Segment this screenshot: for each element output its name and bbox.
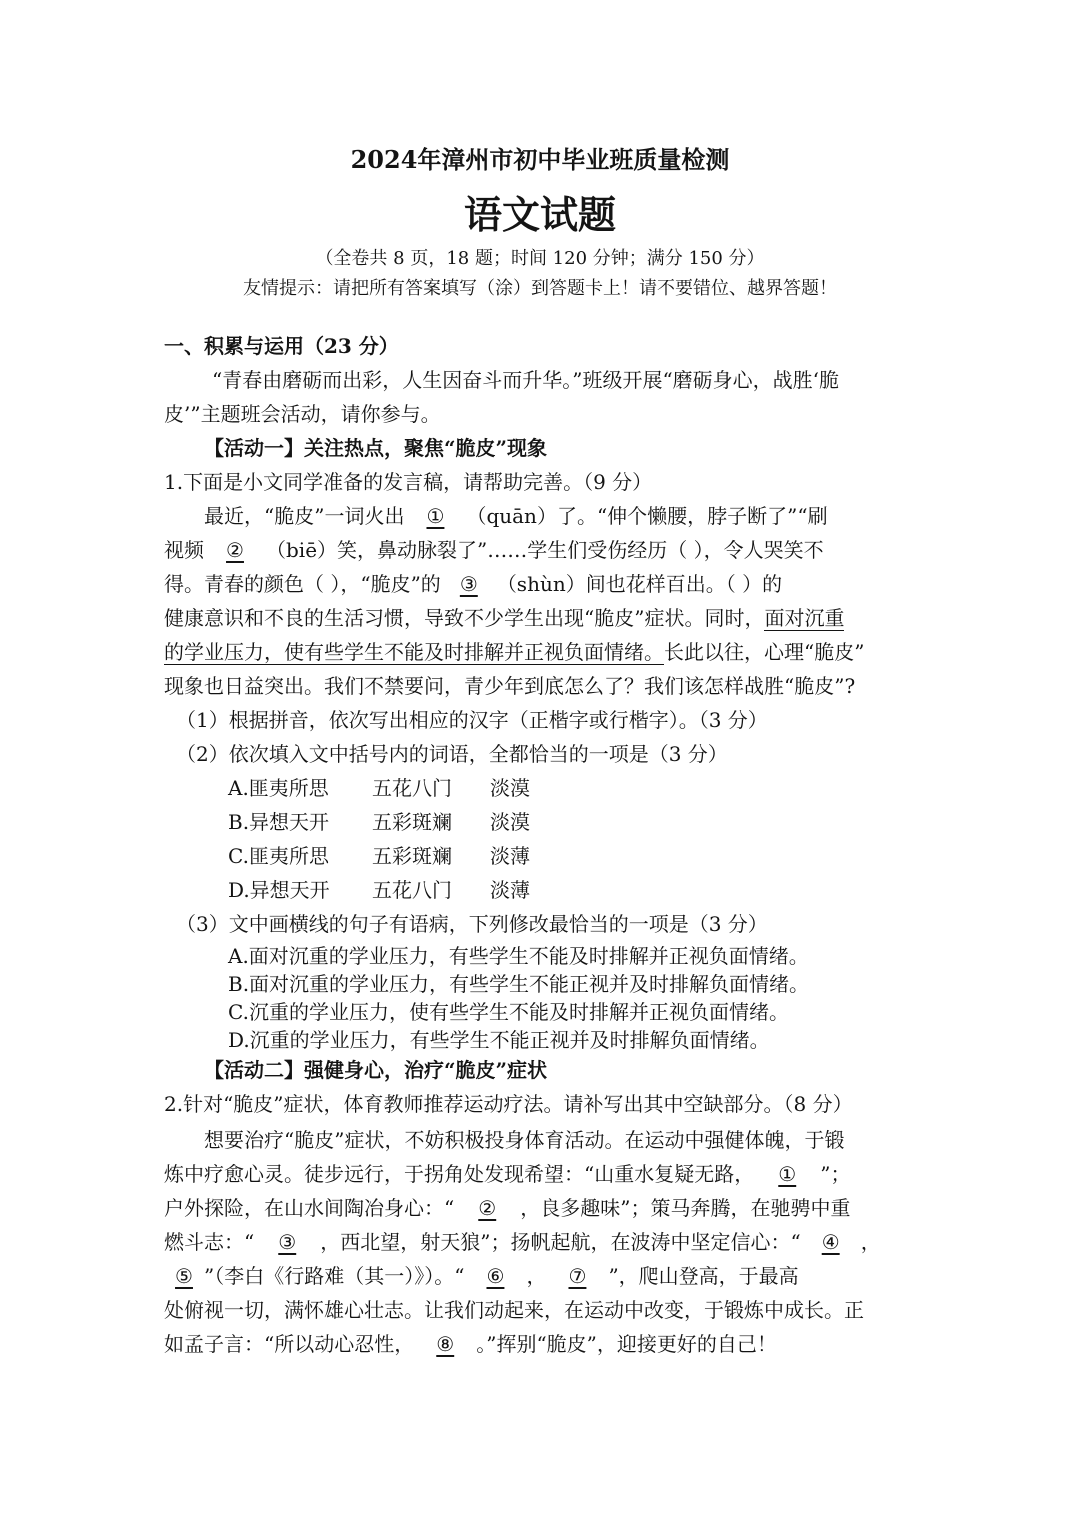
poem-blank-6: ⑥ bbox=[486, 1264, 505, 1288]
option-c-cell: C.匪夷所思 bbox=[228, 844, 329, 868]
activity-one-heading: 【活动一】关注热点，聚焦“脆皮”现象 bbox=[204, 436, 548, 460]
revision-option-d: D.沉重的学业压力，有些学生不能正视并及时排解负面情绪。 bbox=[228, 1028, 770, 1052]
activity-two-heading: 【活动二】强健身心，治疗“脆皮”症状 bbox=[204, 1058, 548, 1082]
q2-text: ， bbox=[526, 1264, 547, 1288]
q2-line-6: 处俯视一切，满怀雄心壮志。让我们动起来，在运动中改变，于锻炼中成长。正 bbox=[164, 1298, 864, 1322]
blank-2: ② bbox=[226, 538, 244, 562]
passage-line-5 bbox=[164, 638, 864, 666]
poem-blank-5: ⑤ bbox=[175, 1264, 193, 1288]
passage-line-1 bbox=[204, 502, 828, 530]
underlined-sentence: 面对沉重 bbox=[764, 606, 845, 630]
q2-text: ，西北望，射天狼”；扬帆起航，在波涛中坚定信心：“ bbox=[320, 1230, 801, 1254]
question-1-title: 1.下面是小文同学准备的发言稿，请帮助完善。（9 分） bbox=[164, 470, 653, 494]
revision-option-a: A.面对沉重的学业压力，有些学生不能及时排解并正视负面情绪。 bbox=[228, 944, 809, 968]
option-a-cell: 淡漠 bbox=[490, 776, 530, 800]
revision-option-b: B.面对沉重的学业压力，有些学生不能正视并及时排解负面情绪。 bbox=[228, 972, 810, 996]
q2-text: ”（李白《行路难（其一）》）。“ bbox=[204, 1264, 465, 1288]
subject-title: 语文试题 bbox=[463, 192, 616, 237]
poem-blank-1: ① bbox=[778, 1162, 797, 1186]
passage-text: 最近，“脆皮”一词火出 bbox=[204, 504, 405, 528]
q2-text: 。”挥别“脆皮”，迎接更好的自己！ bbox=[476, 1332, 777, 1356]
q2-text: ， bbox=[860, 1230, 881, 1254]
passage-text: 长此以往，心理“脆皮” bbox=[664, 640, 865, 664]
poem-blank-3: ③ bbox=[278, 1230, 297, 1254]
q2-text: ，良多趣味”；策马奔腾，在驰骋中重 bbox=[520, 1196, 851, 1220]
intro-line-1: “青春由磨砺而出彩，人生因奋斗而升华。”班级开展“磨砺身心，战胜‘脆 bbox=[212, 368, 840, 392]
q2-line-7 bbox=[164, 1330, 777, 1358]
blank-3: ③ bbox=[459, 572, 478, 596]
option-b-cell: 五彩斑斓 bbox=[372, 810, 452, 834]
q2-text: 燃斗志：“ bbox=[164, 1230, 255, 1254]
option-c-cell: 五彩斑斓 bbox=[372, 844, 452, 868]
option-d-cell: 淡薄 bbox=[490, 878, 530, 902]
passage-line-2 bbox=[164, 536, 824, 564]
q2-text: 炼中疗愈心灵。徒步远行，于拐角处发现希望：“山重水复疑无路， bbox=[164, 1162, 755, 1186]
question-2-title: 2.针对“脆皮”症状，体育教师推荐运动疗法。请补写出其中空缺部分。（8 分） bbox=[164, 1092, 853, 1116]
intro-line-2: 皮’”主题班会活动，请你参与。 bbox=[164, 402, 441, 426]
option-a-cell: 五花八门 bbox=[372, 776, 452, 800]
option-b-cell: B.异想天开 bbox=[228, 810, 330, 834]
underlined-sentence: 的学业压力，使有些学生不能及时排解并正视负面情绪。 bbox=[164, 640, 664, 664]
q2-line-2 bbox=[164, 1160, 850, 1188]
q2-text: 户外探险，在山水间陶冶身心：“ bbox=[164, 1196, 455, 1220]
passage-text: 健康意识和不良的生活习惯，导致不少学生出现“脆皮”症状。同时， bbox=[164, 606, 765, 630]
option-d-cell: D.异想天开 bbox=[228, 878, 330, 902]
q2-text: 如孟子言：“所以动心忍性， bbox=[164, 1332, 415, 1356]
passage-text: 视频 bbox=[164, 538, 204, 562]
q2-line-4 bbox=[164, 1228, 881, 1256]
option-a-cell: A.匪夷所思 bbox=[228, 776, 329, 800]
passage-line-3 bbox=[164, 570, 782, 598]
poem-blank-4: ④ bbox=[821, 1230, 840, 1254]
passage-text: （biē）笑，鼻动脉裂了”……学生们受伤经历（ ），令人哭笑不 bbox=[266, 538, 824, 562]
passage-text: （quān）了。“伸个懒腰，脖子断了”“刷 bbox=[466, 504, 828, 528]
revision-option-c: C.沉重的学业压力，使有些学生不能及时排解并正视负面情绪。 bbox=[228, 1000, 789, 1024]
passage-text: （shùn）间也花样百出。（ ）的 bbox=[496, 572, 783, 596]
q2-text: ”，爬山登高，于最高 bbox=[608, 1264, 799, 1288]
option-c-cell: 淡薄 bbox=[490, 844, 530, 868]
subquestion-3: （3）文中画横线的句子有语病，下列修改最恰当的一项是（3 分） bbox=[176, 912, 768, 936]
q2-line-1: 想要治疗“脆皮”症状，不妨积极投身体育活动。在运动中强健体魄，于锻 bbox=[204, 1128, 845, 1152]
passage-line-4 bbox=[164, 604, 844, 632]
q2-line-3 bbox=[164, 1194, 850, 1222]
subquestion-2: （2）依次填入文中括号内的词语，全都恰当的一项是（3 分） bbox=[176, 742, 728, 766]
passage-line-6: 现象也日益突出。我们不禁要问，青少年到底怎么了？我们该怎样战胜“脆皮”? bbox=[164, 674, 856, 698]
option-b-cell: 淡漠 bbox=[490, 810, 530, 834]
friendly-tip: 友情提示：请把所有答案填写（涂）到答题卡上！请不要错位、越界答题！ bbox=[243, 278, 837, 299]
section-heading: 一、积累与运用（23 分） bbox=[164, 334, 399, 358]
exam-info: （全卷共 8 页，18 题；时间 120 分钟；满分 150 分） bbox=[315, 248, 765, 269]
subquestion-1: （1）根据拼音，依次写出相应的汉字（正楷字或行楷字）。（3 分） bbox=[176, 708, 768, 732]
option-d-cell: 五花八门 bbox=[372, 878, 452, 902]
blank-1: ① bbox=[426, 504, 445, 528]
poem-blank-8: ⑧ bbox=[436, 1332, 455, 1356]
exam-title: 2024年漳州市初中毕业班质量检测 bbox=[350, 145, 730, 174]
passage-text: 得。青春的颜色（ ），“脆皮”的 bbox=[164, 572, 441, 596]
q2-line-5 bbox=[164, 1262, 799, 1290]
q2-text: ”； bbox=[820, 1162, 851, 1186]
poem-blank-2: ② bbox=[478, 1196, 497, 1220]
poem-blank-7: ⑦ bbox=[568, 1264, 587, 1288]
